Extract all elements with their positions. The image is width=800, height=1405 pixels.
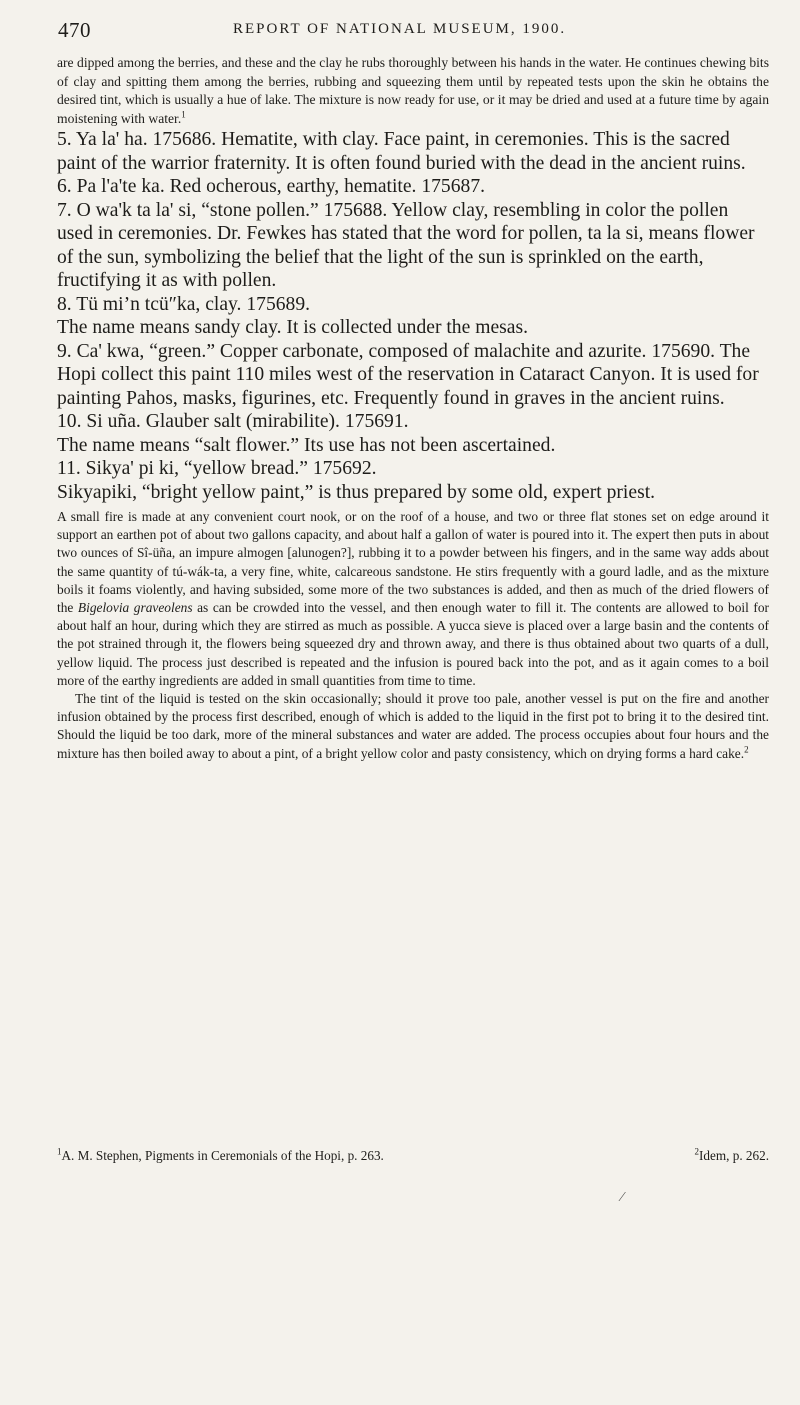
list-item: 6. Pa l'a'te ka. Red ocherous, earthy, hematite. 175687. bbox=[57, 176, 486, 197]
footnote-1 bbox=[57, 1147, 384, 1165]
note-paragraph bbox=[57, 508, 769, 690]
footnote-ref: 2 bbox=[744, 744, 749, 755]
list-item: 8. Tü mi’n tcü″ka, clay. 175689. bbox=[57, 293, 311, 315]
footnote-2 bbox=[695, 1147, 769, 1165]
note-paragraph bbox=[57, 690, 769, 763]
species-name: Bigelovia graveolens bbox=[77, 600, 193, 616]
list-item: The name means sandy clay. It is collected under the mesas. bbox=[57, 317, 528, 338]
list-item: 5. Ya la' ha. 175686. Hematite, with clay. Face paint, in ceremonies. This is the sacred paint of the warrior fraternity. It is often found buried with the dead in the ancient ruins. bbox=[57, 129, 746, 174]
continuation-paragraph bbox=[57, 54, 769, 128]
footnote-text: A. M. Stephen, Pigments in Ceremonials of the Hopi, p. 263. bbox=[61, 1148, 384, 1163]
note-text: The tint of the liquid is tested on the skin occasionally; should it prove too pale, another vessel is put on the fire and another infusion obtained by the process first described, enough of which is added to the liquid in the first pot to bring it to the desired tint. Should the liquid be too dark, more of the mineral substances and water are added. The process occupies about four hours and the mixture has then boiled away to about a pint, of a bright yellow color and pasty consistency, which on drying forms a hard cake. bbox=[57, 691, 769, 761]
sikyapiki-notes bbox=[57, 508, 769, 763]
footnote-marker: 2 bbox=[694, 1146, 700, 1157]
list-item: 9. Ca' kwa, “green.” Copper carbonate, composed of malachite and azurite. 175690. The Hopi collect this paint 110 miles west of the reservation in Cataract Canyon. It is used for painting Pahos, masks, figurines, etc. Frequently found in graves in the ancient ruins. bbox=[57, 340, 759, 409]
list-item: 10. Si uña. Glauber salt (mirabilite). 175691. bbox=[57, 411, 409, 432]
page-body bbox=[57, 54, 769, 763]
pigment-list bbox=[57, 128, 769, 504]
footnote-ref: 1 bbox=[181, 108, 186, 119]
footnote-marker: 1 bbox=[57, 1146, 62, 1157]
list-item: Sikyapiki, “bright yellow paint,” is thus prepared by some old, expert priest. bbox=[57, 481, 656, 503]
footnote-text: Idem, p. 262. bbox=[699, 1148, 769, 1163]
note-text: A small fire is made at any convenient court nook, or on the roof of a house, and two or three flat stones set on edge around it support an earthen pot of about two gallons capacity, and about half a gallon of water is poured into it. The expert then puts in about two ounces of Sî-üña, an impure almogen [alunogen?], rubbing it to a powder between his fingers, and in the same way adds about the same quantity of tú-wák-ta, a very fine, white, calcareous sandstone. He stirs frequently with a gourd ladle, and as the mixture boils it foams violently, and having subsided, some more of the two substances is added, and then as much of the dried flowers of the bbox=[57, 509, 769, 616]
page-header bbox=[58, 14, 768, 44]
stray-mark: ⁄ bbox=[621, 1190, 624, 1205]
continuation-text: are dipped among the berries, and these and the clay he rubs thoroughly between his hands in the water. He continues chewing bits of clay and spitting them among the berries, rubbing and squeezing them until by repeated tests upon the skin he obtains the desired tint, which is usually a hue of lake. The mixture is now ready for use, or it may be dried and used at a future time by again moistening with water. bbox=[57, 55, 769, 126]
list-item: 11. Sikya' pi ki, “yellow bread.” 175692. bbox=[57, 458, 377, 479]
footnotes bbox=[57, 1147, 769, 1165]
list-item: 7. O wa'k ta la' si, “stone pollen.” 175688. Yellow clay, resembling in color the pollen used in ceremonies. Dr. Fewkes has stated that the word for pollen, ta la si, means flower of the sun, symbolizing the belief that the light of the sun is sprinkled on the earth, fructifying it as with pollen. bbox=[57, 199, 755, 291]
note-text: as can be crowded into the vessel, and then enough water to fill it. The contents are allowed to boil for about half an hour, during which they are stirred as much as possible. A yucca sieve is placed over a large basin and the contents of the pot strained through it, the flowers being squeezed dry and thrown away, and there is thus obtained about two quarts of a dull, yellow liquid. The process just described is repeated and the infusion is poured back into the pot, and as it again comes to a boil more of the earthy ingredients are added in small quantities from time to time. bbox=[57, 600, 770, 688]
running-head: REPORT OF NATIONAL MUSEUM, 1900. bbox=[233, 21, 567, 37]
page-number: 470 bbox=[58, 18, 91, 42]
list-item: The name means “salt flower.” Its use has not been ascertained. bbox=[57, 434, 556, 456]
